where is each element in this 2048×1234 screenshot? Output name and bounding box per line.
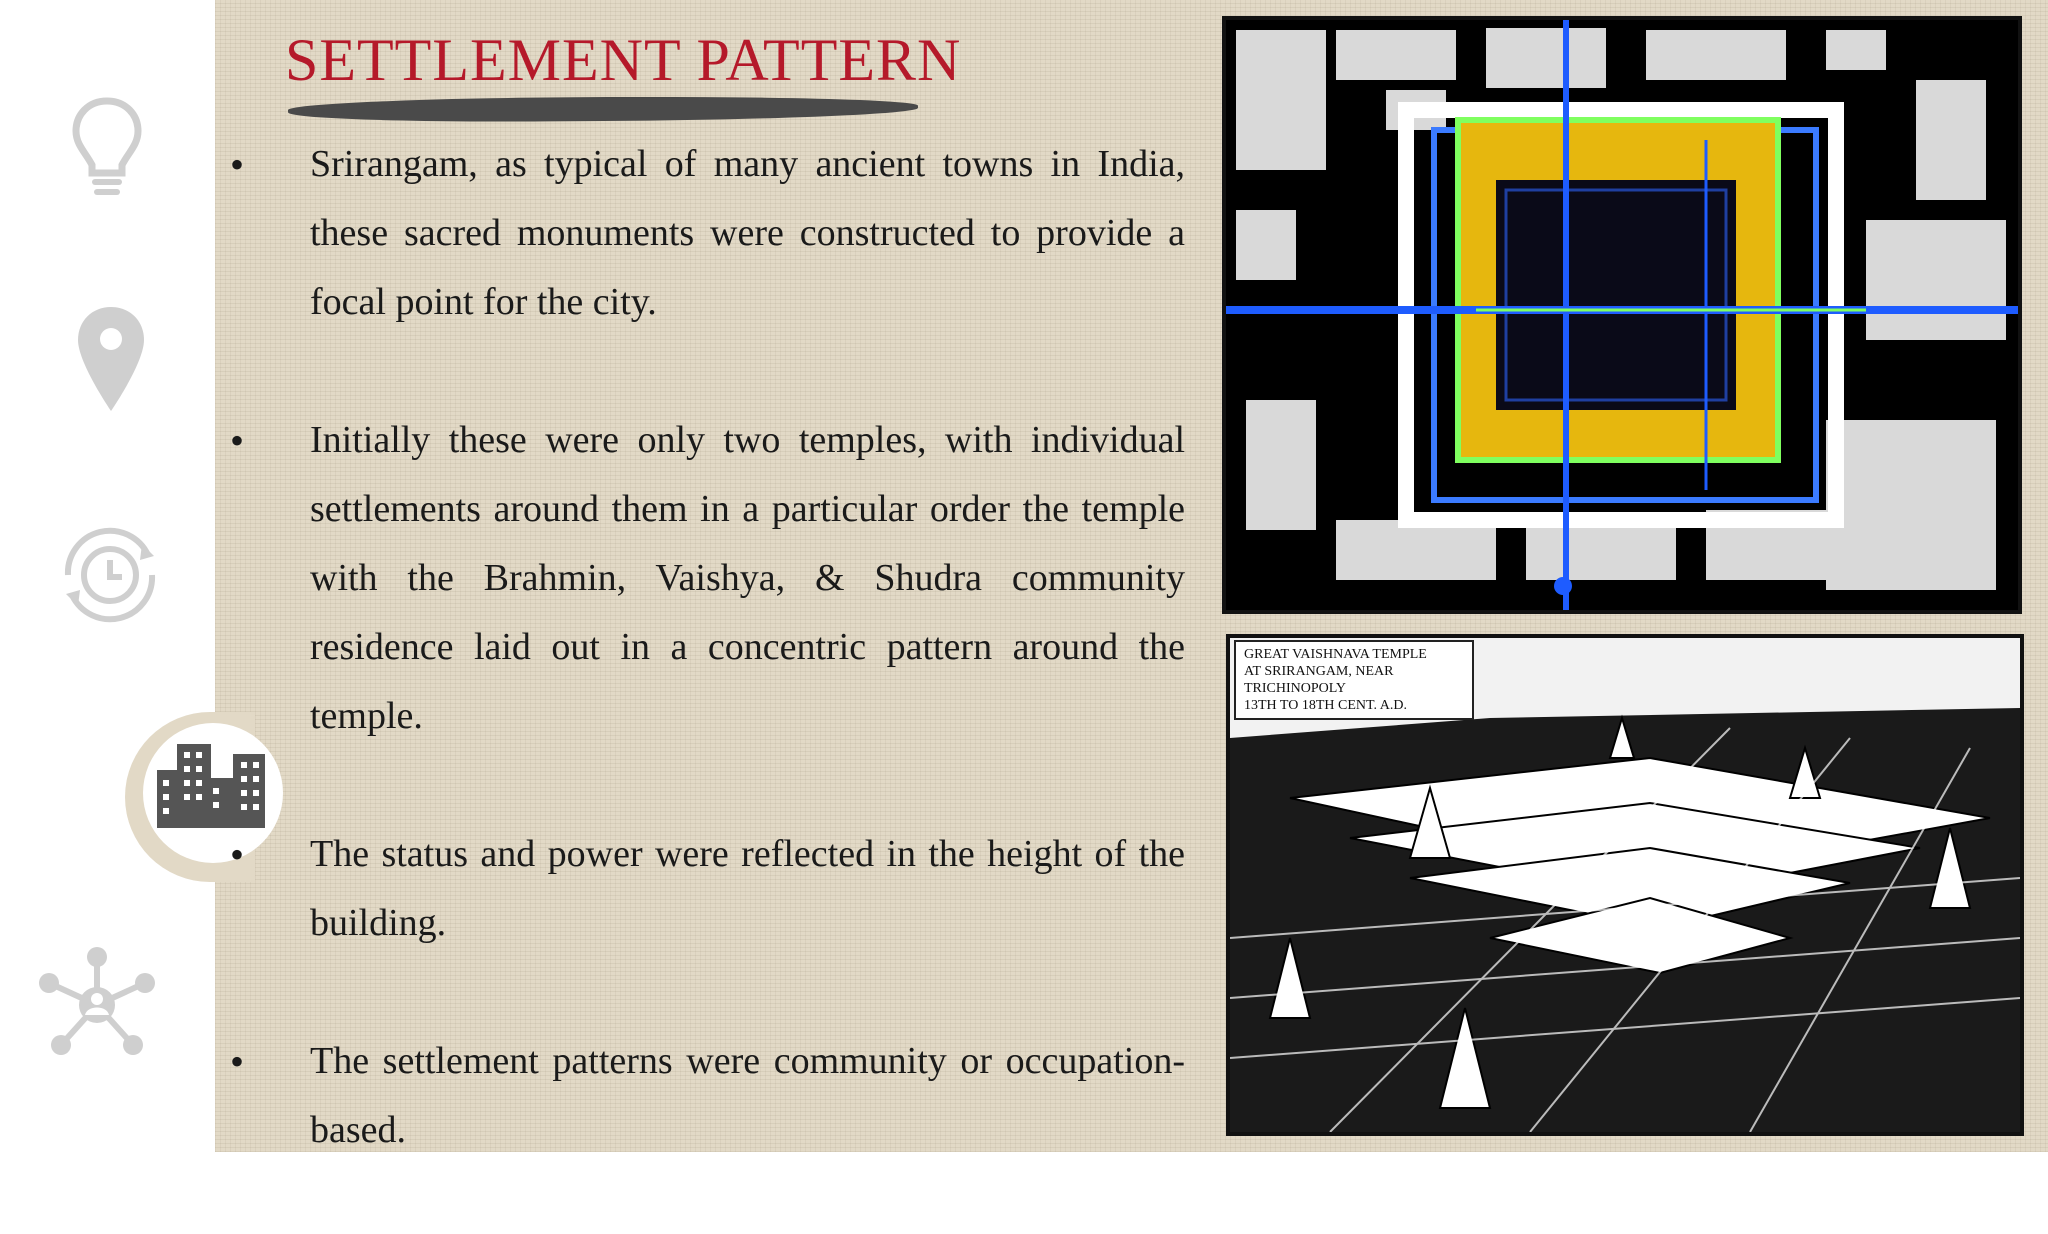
location-pin-icon[interactable] [76,305,146,413]
bullet-list [230,130,1185,1234]
bullet-item: • Srirangam, as typical of many ancient towns in India, these sacred monuments were constructed to provide a focal point for the city. [230,130,1185,337]
page-title: SETTLEMENT PATTERN [285,27,962,93]
history-clock-icon[interactable] [50,520,170,630]
bullet-item: • Initially these were only two temples, with individual settlements around them in a particular order the temple with the Brahmin, Vaishya, & Shudra community residence laid out in a concentric pattern around the temple. [230,406,1185,751]
temple-plan-map-image [1222,16,2022,614]
caption-line: 13TH TO 18TH CENT. A.D. [1244,698,1407,713]
caption-line: TRICHINOPOLY [1244,681,1347,696]
sidebar [0,0,215,1152]
network-icon[interactable] [35,945,160,1060]
lightbulb-icon[interactable] [70,95,145,205]
caption-line: GREAT VAISHNAVA TEMPLE [1244,647,1427,662]
sketch-caption-box [1234,640,1474,720]
bullet-item: • The settlement patterns were community or occupation-based. [230,1027,1185,1165]
bullet-item: • The status and power were reflected in the height of the building. [230,820,1185,958]
caption-line: AT SRIRANGAM, NEAR [1244,664,1394,679]
